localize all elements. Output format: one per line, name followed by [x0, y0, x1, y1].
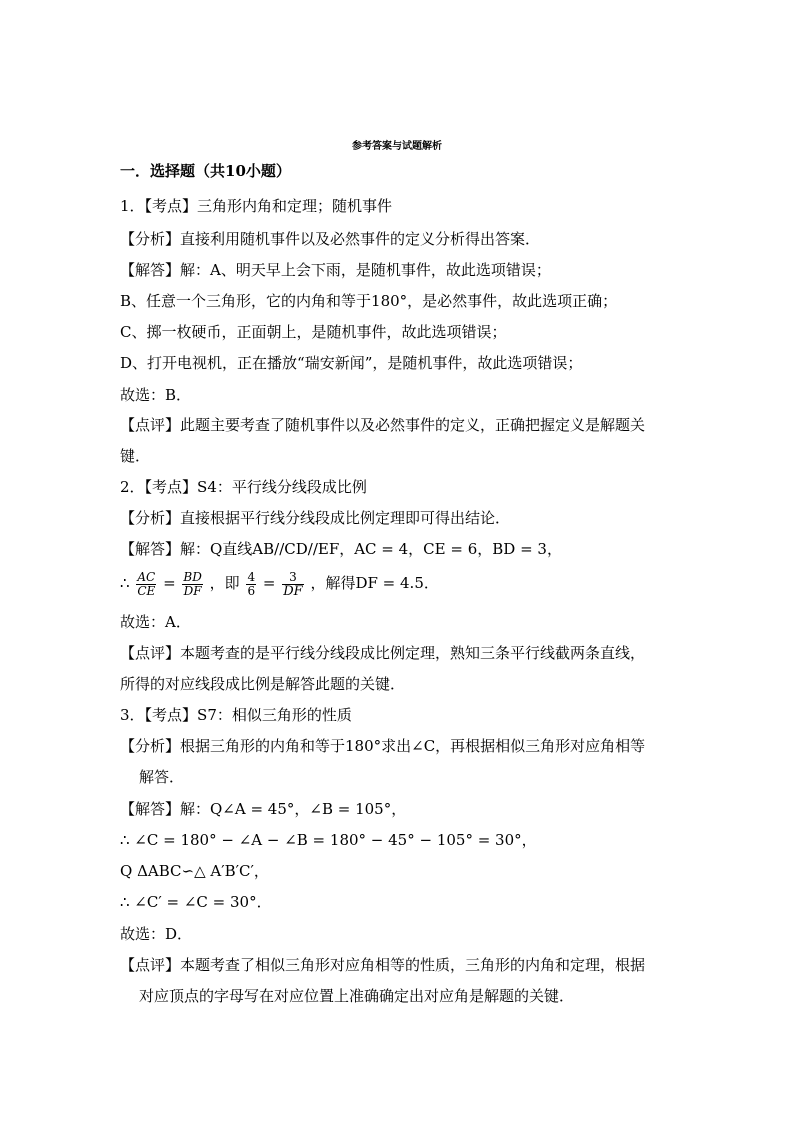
q3-step-2: ∴ ∠C = 180° − ∠A − ∠B = 180° − 45° − 105° = 30°， [120, 831, 537, 849]
q3-fenxi-1: 【分析】根据三角形的内角和等于180°求出∠C，再根据相似三角形对应角相等 [120, 737, 646, 755]
q2-kaodian: 2．【考点】S4：平行线分线段成比例 [120, 478, 367, 496]
q1-dianping-2: 键． [120, 447, 151, 465]
q3-kaodian: 3．【考点】S7：相似三角形的性质 [120, 706, 352, 724]
fraction-numerator: BD [183, 569, 202, 584]
fraction-denominator: CE [137, 583, 156, 598]
fraction-bd-df [182, 571, 202, 598]
q2-answer: 故选：A． [120, 613, 191, 631]
q2-dianping-2: 所得的对应线段成比例是解答此题的关键． [120, 675, 406, 693]
result-text: ，解得DF = 4.5． [310, 574, 439, 592]
q2-jieda: 【解答】解：Q直线AB//CD//EF，AC = 4，CE = 6，BD = 3， [120, 540, 562, 558]
equals-sign: = [163, 574, 176, 592]
fraction-denominator: DF [283, 583, 303, 599]
q3-jieda: 【解答】解：Q∠A = 45°，∠B = 105°， [120, 800, 407, 818]
q1-option-d: D、打开电视机，正在播放“瑞安新闻”，是随机事件，故此选项错误； [120, 354, 583, 372]
q1-answer: 故选：B． [120, 386, 192, 404]
therefore-symbol: ∴ [120, 574, 130, 592]
q3-fenxi-2: 解答． [139, 768, 185, 786]
q1-fenxi: 【分析】直接利用随机事件以及必然事件的定义分析得出答案． [120, 230, 541, 248]
ji-text: ，即 [209, 574, 240, 592]
fraction-numerator: 3 [282, 571, 303, 585]
fraction-3-df [282, 571, 303, 598]
q3-dianping-1: 【点评】本题考查了相似三角形对应角相等的性质，三角形的内角和定理，根据 [120, 956, 646, 974]
section-heading: 一．选择题（共10小题） [120, 162, 291, 180]
fraction-ac-ce [136, 571, 156, 598]
q1-jieda: 【解答】解：A、明天早上会下雨，是随机事件，故此选项错误； [120, 261, 551, 279]
q1-dianping-1: 【点评】此题主要考查了随机事件以及必然事件的定义，正确把握定义是解题关 [120, 416, 646, 434]
page-title: 参考答案与试题解析 [352, 141, 442, 152]
fraction-numerator: AC [137, 569, 156, 584]
q2-proportion-line [120, 568, 439, 598]
q1-kaodian: 1．【考点】三角形内角和定理；随机事件 [120, 197, 393, 215]
q3-step-4: ∴ ∠C′ = ∠C = 30°． [120, 893, 272, 911]
q2-dianping-1: 【点评】本题考查的是平行线分线段成比例定理，熟知三条平行线截两条直线， [120, 644, 646, 662]
q2-fenxi: 【分析】直接根据平行线分线段成比例定理即可得出结论． [120, 509, 511, 527]
q1-option-b: B、任意一个三角形，它的内角和等于180°，是必然事件，故此选项正确； [120, 292, 618, 310]
fraction-numerator: 4 [247, 569, 256, 584]
equals-sign: = [262, 574, 276, 592]
q3-step-3: Q ΔABC∽△ A′B′C′， [120, 862, 269, 880]
q3-answer: 故选：D． [120, 925, 193, 943]
fraction-denominator: 6 [247, 583, 256, 598]
q3-dianping-2: 对应顶点的字母写在对应位置上准确确定出对应角是解题的关键． [139, 987, 575, 1005]
fraction-4-6 [246, 571, 256, 598]
fraction-denominator: DF [183, 583, 202, 598]
q1-option-c: C、掷一枚硬币，正面朝上，是随机事件，故此选项错误； [120, 323, 507, 341]
